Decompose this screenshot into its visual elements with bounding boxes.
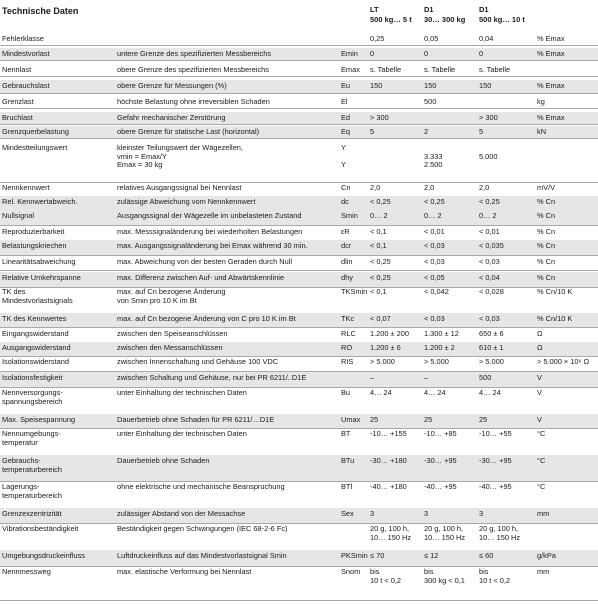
- cell-desc: max. Messsignaländerung bei wiederholten Belastungen: [117, 227, 303, 236]
- cell-v2: 0… 2: [424, 211, 442, 220]
- cell-v2: < 0,05: [424, 273, 445, 282]
- cell-v3: 5: [479, 127, 484, 136]
- cell-v3: > 300: [479, 113, 498, 122]
- column-range: 500 kg… 5 t: [370, 15, 412, 24]
- cell-sym: RLC: [341, 329, 356, 338]
- table-row: [0, 286, 598, 314]
- cell-v3: < 0,25: [479, 197, 500, 206]
- table-row: [0, 566, 598, 601]
- cell-sym: dcr: [341, 241, 352, 250]
- table-row: [0, 126, 598, 139]
- cell-v1: -10… +155: [370, 429, 407, 438]
- cell-v3: bis 10 t < 0,2: [479, 567, 511, 585]
- cell-desc: obere Grenze für statische Last (horizontal): [117, 127, 260, 136]
- table-row: [0, 372, 598, 388]
- cell-v1: -30… +180: [370, 456, 407, 465]
- table-row: [0, 64, 598, 77]
- column-header-3: [479, 5, 525, 25]
- cell-name: Eingangswiderstand: [2, 329, 69, 338]
- table-row: [0, 313, 598, 328]
- cell-desc: unter Einhaltung der technischen Daten: [117, 429, 247, 438]
- cell-unit: mV/V: [537, 183, 556, 192]
- cell-v1: 2,0: [370, 183, 381, 192]
- cell-unit: % Cn/10 K: [537, 287, 573, 296]
- cell-name: Grenzquerbelastung: [2, 127, 69, 136]
- cell-v2: 2: [424, 127, 429, 136]
- cell-sym: BTu: [341, 456, 355, 465]
- cell-sym: BTl: [341, 482, 353, 491]
- cell-sym: Smin: [341, 211, 358, 220]
- cell-v1: 0… 2: [370, 211, 388, 220]
- cell-v1: s. Tabelle: [370, 65, 402, 74]
- cell-v3: s. Tabelle: [479, 65, 511, 74]
- cell-unit: % Cn/10 K: [537, 314, 573, 323]
- cell-name: Rel. Kennwertabweich.: [2, 197, 78, 206]
- cell-sym: dhy: [341, 273, 353, 282]
- column-range: 30… 300 kg: [424, 15, 466, 24]
- cell-desc: kleinster Teilungswert der Wägezellen, vmin = Emax/Y Emax = 30 kg: [117, 143, 243, 170]
- cell-v3: 25: [479, 415, 488, 424]
- cell-sym: Ed: [341, 113, 351, 122]
- cell-v2: < 0,03: [424, 314, 445, 323]
- cell-name: TK des Mindestvorlastsignals: [2, 287, 73, 305]
- table-row: [0, 240, 598, 256]
- cell-v1: 0,25: [370, 34, 385, 43]
- cell-unit: V: [537, 373, 542, 382]
- cell-v1: 0: [370, 49, 375, 58]
- cell-v3: -30… +95: [479, 456, 512, 465]
- cell-desc: max. Ausgangssignaländerung bei Emax während 30 min.: [117, 241, 308, 250]
- cell-unit: Ω: [537, 329, 543, 338]
- cell-v1: > 300: [370, 113, 389, 122]
- cell-desc: Luftdruckeinfluss auf das Mindestvorlastsignal Smin: [117, 551, 287, 560]
- cell-v2: 1.300 ± 12: [424, 329, 459, 338]
- cell-v2: -30… +95: [424, 456, 457, 465]
- cell-unit: °C: [537, 456, 546, 465]
- table-row: [0, 210, 598, 226]
- cell-v1: 5: [370, 127, 375, 136]
- cell-sym: Snom: [341, 567, 361, 576]
- table-row: [0, 142, 598, 183]
- cell-v3: > 5.000: [479, 357, 504, 366]
- cell-v1: < 0,07: [370, 314, 391, 323]
- cell-v2: > 5.000: [424, 357, 449, 366]
- cell-name: Vibrationsbeständigkeit: [2, 524, 79, 533]
- cell-name: Linearitätsabweichung: [2, 257, 76, 266]
- cell-v3: -10… +55: [479, 429, 512, 438]
- cell-sym: Y Y: [341, 143, 346, 170]
- column-range: 500 kg… 10 t: [479, 15, 525, 24]
- cell-unit: Ω: [537, 343, 543, 352]
- cell-unit: % Cn: [537, 197, 556, 206]
- cell-sym: Eu: [341, 81, 351, 90]
- cell-name: Nennversorgungs- spannungsbereich: [2, 388, 63, 406]
- cell-v1: < 0,25: [370, 257, 391, 266]
- cell-name: Umgebungsdruckeinfluss: [2, 551, 85, 560]
- column-header-1: [370, 5, 412, 25]
- table-row: [0, 80, 598, 94]
- cell-desc: unter Einhaltung der technischen Daten: [117, 388, 247, 397]
- cell-v3: < 0,035: [479, 241, 504, 250]
- table-row: [0, 182, 598, 197]
- cell-unit: % Emax: [537, 113, 565, 122]
- cell-v2: < 0,25: [424, 197, 445, 206]
- cell-unit: % Emax: [537, 81, 565, 90]
- cell-unit: V: [537, 415, 542, 424]
- cell-v3: 2,0: [479, 183, 490, 192]
- table-row: [0, 196, 598, 211]
- cell-v1: bis 10 t < 0,2: [370, 567, 402, 585]
- cell-v3: 5.000: [479, 151, 498, 161]
- cell-unit: mm: [537, 509, 550, 518]
- cell-v3: -40… +95: [479, 482, 512, 491]
- cell-v1: 3: [370, 509, 375, 518]
- table-row: [0, 342, 598, 357]
- cell-sym: Sex: [341, 509, 354, 518]
- cell-v3: 4… 24: [479, 388, 501, 397]
- cell-sym: Bu: [341, 388, 351, 397]
- cell-v3: 0… 2: [479, 211, 497, 220]
- cell-name: Gebrauchslast: [2, 81, 50, 90]
- cell-name: Ausgangswiderstand: [2, 343, 71, 352]
- cell-desc: untere Grenze des spezifizierten Messbereichs: [117, 49, 272, 58]
- cell-name: Gebrauchs- temperaturbereich: [2, 456, 62, 474]
- cell-desc: höchste Belastung ohne irreversiblen Schaden: [117, 97, 270, 106]
- cell-v2: < 0,042: [424, 287, 449, 296]
- cell-v1: < 0,1: [370, 227, 387, 236]
- cell-desc: zulässiger Abstand von der Messachse: [117, 509, 246, 518]
- cell-v3: < 0,028: [479, 287, 504, 296]
- table-row: [0, 356, 598, 372]
- cell-unit: > 5.000 × 10⁶ Ω: [537, 357, 590, 366]
- cell-desc: Gefahr mechanischer Zerstörung: [117, 113, 226, 122]
- cell-v3: 0,04: [479, 34, 494, 43]
- table-row: [0, 226, 598, 241]
- cell-v1: < 0,1: [370, 287, 387, 296]
- cell-unit: mm: [537, 567, 550, 576]
- table-row: [0, 328, 598, 343]
- cell-v2: 25: [424, 415, 433, 424]
- cell-v3: 3: [479, 509, 484, 518]
- cell-v1: < 0,1: [370, 241, 387, 250]
- column-model: D1: [479, 5, 489, 14]
- cell-unit: °C: [537, 482, 546, 491]
- cell-v3: < 0,01: [479, 227, 500, 236]
- table-row: [0, 112, 598, 125]
- cell-name: Bruchlast: [2, 113, 33, 122]
- cell-unit: % Emax: [537, 34, 565, 43]
- cell-sym: El: [341, 97, 348, 106]
- cell-sym: dc: [341, 197, 349, 206]
- table-row: [0, 48, 598, 61]
- cell-unit: V: [537, 388, 542, 397]
- cell-unit: % Cn: [537, 241, 556, 250]
- cell-v1: < 0,25: [370, 273, 391, 282]
- table-row: [0, 256, 598, 271]
- column-model: D1: [424, 5, 434, 14]
- cell-v1: 25: [370, 415, 379, 424]
- table-row: [0, 481, 598, 509]
- cell-v1: < 0,25: [370, 197, 391, 206]
- table-row: [0, 414, 598, 429]
- cell-v2: < 0,03: [424, 257, 445, 266]
- cell-v2: 20 g, 100 h, 10… 150 Hz: [424, 524, 466, 542]
- cell-v3: 150: [479, 81, 492, 90]
- cell-v2: < 0,01: [424, 227, 445, 236]
- cell-v3: 0: [479, 49, 484, 58]
- table-row: [0, 428, 598, 456]
- cell-name: Belastungskriechen: [2, 241, 67, 250]
- cell-v2: 0,05: [424, 34, 439, 43]
- cell-desc: max. elastische Verformung bei Nennlast: [117, 567, 252, 576]
- cell-name: Nennumgebungs- temperatur: [2, 429, 61, 447]
- cell-v1: 20 g, 100 h, 10… 150 Hz: [370, 524, 412, 542]
- cell-name: Nennkennwert: [2, 183, 50, 192]
- cell-unit: % Cn: [537, 227, 556, 236]
- cell-v1: 4… 24: [370, 388, 392, 397]
- cell-sym: Cn: [341, 183, 351, 192]
- table-row: [0, 523, 598, 551]
- cell-desc: obere Grenze für Messungen (%): [117, 81, 227, 90]
- table-row: [0, 33, 598, 46]
- table-row: [0, 455, 598, 482]
- page-title: Technische Daten: [2, 6, 79, 16]
- cell-desc: ohne elektrische und mechanische Beanspruchung: [117, 482, 285, 491]
- cell-v2: 0: [424, 49, 429, 58]
- cell-sym: TKSmin: [341, 287, 368, 296]
- cell-v2: 150: [424, 81, 437, 90]
- cell-v3: ≤ 60: [479, 551, 494, 560]
- cell-v1: 150: [370, 81, 383, 90]
- cell-sym: dlin: [341, 257, 353, 266]
- cell-sym: Eq: [341, 127, 351, 136]
- cell-sym: PKSmin: [341, 551, 368, 560]
- cell-v2: 3: [424, 509, 429, 518]
- cell-v2: s. Tabelle: [424, 65, 456, 74]
- cell-desc: Dauerbetrieb ohne Schaden für PR 6211/…D1E: [117, 415, 275, 424]
- cell-unit: kg: [537, 97, 545, 106]
- table-row: [0, 508, 598, 524]
- cell-v2: 500: [424, 97, 437, 106]
- cell-v2: 2,0: [424, 183, 435, 192]
- cell-desc: zulässige Abweichung vom Nennkennwert: [117, 197, 256, 206]
- cell-name: Max. Speisespannung: [2, 415, 76, 424]
- cell-name: Relative Umkehrspanne: [2, 273, 81, 282]
- cell-desc: Dauerbetrieb ohne Schaden: [117, 456, 210, 465]
- cell-unit: g/kPa: [537, 551, 556, 560]
- cell-v3: 500: [479, 373, 492, 382]
- cell-sym: εR: [341, 227, 350, 236]
- cell-sym: RO: [341, 343, 353, 352]
- cell-name: Mindestvorlast: [2, 49, 50, 58]
- cell-sym: BT: [341, 429, 351, 438]
- cell-name: TK des Kennwertes: [2, 314, 67, 323]
- cell-desc: max. Abweichung von der besten Geraden durch Null: [117, 257, 293, 266]
- cell-v3: < 0,03: [479, 257, 500, 266]
- column-header-2: [424, 5, 465, 25]
- cell-desc: Ausgangssignal der Wägezelle im unbelasteten Zustand: [117, 211, 302, 220]
- cell-desc: zwischen den Messanschlüssen: [117, 343, 223, 352]
- cell-sym: TKc: [341, 314, 355, 323]
- cell-unit: % Cn: [537, 211, 556, 220]
- cell-v2: –: [424, 373, 429, 382]
- cell-v1: > 5.000: [370, 357, 395, 366]
- cell-v2: 4… 24: [424, 388, 446, 397]
- cell-unit: °C: [537, 429, 546, 438]
- table-row: [0, 96, 598, 109]
- cell-desc: max. Differenz zwischen Auf- und Abwärtskennlinie: [117, 273, 285, 282]
- cell-v2: 1.200 ± 2: [424, 343, 455, 352]
- cell-name: Grenzexzentrizität: [2, 509, 62, 518]
- cell-v1: 1.200 ± 200: [370, 329, 409, 338]
- cell-v1: ≤ 70: [370, 551, 385, 560]
- cell-v2: bis 300 kg < 0,1: [424, 567, 465, 585]
- cell-v3: < 0,03: [479, 314, 500, 323]
- cell-desc: zwischen den Speiseanschlüssen: [117, 329, 228, 338]
- cell-desc: relatives Ausgangssignal bei Nennlast: [117, 183, 242, 192]
- cell-sym: Umax: [341, 415, 361, 424]
- cell-unit: % Emax: [537, 49, 565, 58]
- cell-desc: max. auf Cn bezogene Änderung von Smin pro 10 K im Bt: [117, 287, 226, 305]
- cell-v1: 1.200 ± 6: [370, 343, 401, 352]
- cell-desc: obere Grenze des spezifizierten Messbereichs: [117, 65, 269, 74]
- cell-sym: Emax: [341, 65, 360, 74]
- cell-name: Nennlast: [2, 65, 32, 74]
- cell-v1: -40… +180: [370, 482, 407, 491]
- cell-v2: -10… +85: [424, 429, 457, 438]
- cell-v1: –: [370, 373, 375, 382]
- table-row: [0, 387, 598, 415]
- cell-desc: zwischen Innenschaltung und Gehäuse 100 VDC: [117, 357, 279, 366]
- cell-name: Grenzlast: [2, 97, 34, 106]
- cell-name: Isolationsfestigkeit: [2, 373, 63, 382]
- cell-name: Fehlerklasse: [2, 34, 44, 43]
- cell-sym: RIS: [341, 357, 354, 366]
- cell-v3: < 0,04: [479, 273, 500, 282]
- cell-unit: kN: [537, 127, 547, 136]
- cell-v3: 610 ± 1: [479, 343, 504, 352]
- cell-desc: max. auf Cn bezogene Änderung von C pro 10 K im Bt: [117, 314, 296, 323]
- cell-name: Lagerungs- temperaturbereich: [2, 482, 62, 500]
- cell-sym: Emin: [341, 49, 358, 58]
- column-model: LT: [370, 5, 379, 14]
- cell-v2: 3.333 2.500: [424, 151, 443, 170]
- cell-desc: zwischen Schaltung und Gehäuse, nur bei PR 6211/..D1E: [117, 373, 307, 382]
- cell-v2: < 0,03: [424, 241, 445, 250]
- cell-unit: % Cn: [537, 257, 556, 266]
- cell-name: Mindestteilungswert: [2, 143, 68, 152]
- cell-name: Isolationswiderstand: [2, 357, 69, 366]
- cell-desc: Beständigkeit gegen Schwingungen (IEC 68-2-6 Fc): [117, 524, 288, 533]
- cell-v3: 650 ± 6: [479, 329, 504, 338]
- cell-v2: ≤ 12: [424, 551, 439, 560]
- cell-name: Nennmessweg: [2, 567, 51, 576]
- table-row: [0, 550, 598, 567]
- cell-unit: % Cn: [537, 273, 556, 282]
- cell-v3: 20 g, 100 h, 10… 150 Hz: [479, 524, 521, 542]
- cell-name: Nullsignal: [2, 211, 35, 220]
- cell-v2: -40… +95: [424, 482, 457, 491]
- cell-name: Reproduzierbarkeit: [2, 227, 65, 236]
